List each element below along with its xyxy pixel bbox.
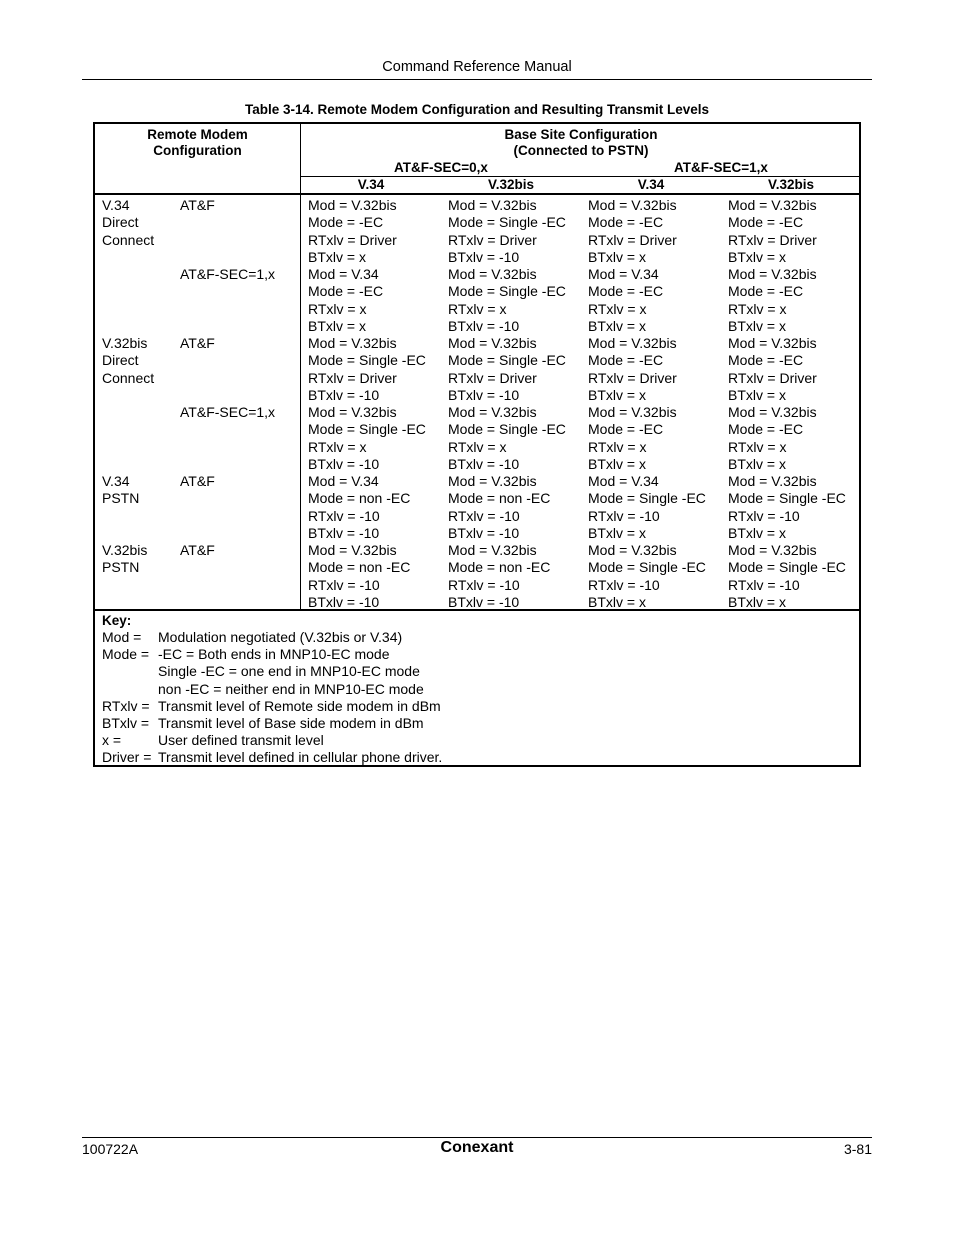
remote-config-label: V.34: [102, 197, 130, 213]
key-title: Key:: [102, 613, 132, 628]
setting-label: AT&F-SEC=1,x: [180, 404, 276, 420]
result-cell: Mode = Single -EC: [728, 559, 846, 576]
key-definition: Transmit level of Remote side modem in dBm: [158, 697, 441, 714]
key-term: RTxlv =: [102, 697, 150, 714]
setting-label: AT&F: [180, 542, 215, 558]
result-cell: BTxlv = x: [728, 317, 786, 334]
page-number: 3-81: [843, 1141, 872, 1157]
result-cell: RTxlv = -10: [448, 507, 520, 524]
result-cell: Mode = Single -EC: [448, 352, 566, 369]
result-cell: RTxlv = Driver: [448, 369, 537, 386]
head-group-sec1: AT&F-SEC=1,x: [674, 160, 768, 175]
result-cell: BTxlv = x: [308, 317, 366, 334]
result-cell: Mode = Single -EC: [588, 559, 706, 576]
result-cell: Mode = Single -EC: [448, 421, 566, 438]
remote-config-label: Direct: [102, 214, 139, 231]
result-cell: Mod = V.32bis: [448, 266, 537, 282]
result-cell: Mod = V.32bis: [308, 335, 397, 351]
key-term: Driver =: [102, 749, 152, 766]
head-group-sec0: AT&F-SEC=0,x: [394, 160, 488, 175]
remote-config-label: Connect: [102, 231, 155, 248]
result-cell: Mode = Single -EC: [588, 490, 706, 507]
result-cell: Mode = Single -EC: [728, 490, 846, 507]
remote-config-label: Connect: [102, 369, 155, 386]
result-cell: Mod = V.32bis: [728, 542, 817, 558]
result-cell: Mode = Single -EC: [308, 352, 426, 369]
remote-config-label: V.34: [102, 473, 130, 489]
result-cell: BTxlv = x: [728, 455, 786, 472]
key-definition: Single -EC = one end in MNP10-EC mode: [158, 663, 420, 680]
result-cell: RTxlv = -10: [728, 576, 800, 593]
key-term: BTxlv =: [102, 715, 150, 731]
result-cell: Mod = V.34: [308, 473, 379, 489]
result-cell: Mode = -EC: [588, 352, 664, 369]
result-cell: Mode = non -EC: [308, 490, 411, 507]
head-remote-line2: Configuration: [153, 143, 242, 158]
result-cell: Mod = V.34: [588, 473, 659, 489]
head-base-line1: Base Site Configuration: [504, 127, 658, 142]
result-cell: BTxlv = -10: [448, 593, 520, 610]
remote-config-label: V.32bis: [102, 335, 148, 351]
result-cell: RTxlv = x: [728, 438, 787, 455]
result-cell: RTxlv = x: [308, 438, 367, 455]
result-cell: Mode = non -EC: [448, 559, 551, 576]
result-cell: BTxlv = -10: [308, 386, 380, 403]
result-cell: RTxlv = x: [308, 300, 367, 317]
result-cell: Mode = -EC: [308, 214, 384, 231]
header-rule-bottom: [95, 193, 861, 195]
result-cell: RTxlv = x: [588, 300, 647, 317]
result-cell: Mode = -EC: [588, 283, 664, 300]
result-cell: BTxlv = x: [588, 524, 646, 541]
result-cell: BTxlv = x: [588, 386, 646, 403]
result-cell: BTxlv = -10: [308, 593, 380, 610]
result-cell: RTxlv = -10: [308, 507, 380, 524]
result-cell: BTxlv = -10: [448, 455, 520, 472]
key-definition: Modulation negotiated (V.32bis or V.34): [158, 629, 403, 645]
running-header: Command Reference Manual: [382, 59, 572, 75]
result-cell: RTxlv = Driver: [448, 231, 537, 248]
result-cell: BTxlv = -10: [448, 317, 520, 334]
result-cell: Mod = V.32bis: [448, 404, 537, 420]
remote-config-label: Direct: [102, 352, 139, 369]
result-cell: RTxlv = -10: [448, 576, 520, 593]
result-cell: Mod = V.32bis: [728, 266, 817, 282]
key-definition: non -EC = neither end in MNP10-EC mode: [158, 680, 424, 697]
setting-label: AT&F: [180, 335, 215, 351]
key-definition: Transmit level defined in cellular phone driver.: [158, 749, 443, 766]
result-cell: BTxlv = x: [588, 317, 646, 334]
footer-rule: [82, 1137, 872, 1138]
result-cell: BTxlv = -10: [308, 524, 380, 541]
result-cell: BTxlv = x: [588, 593, 646, 610]
result-cell: BTxlv = -10: [448, 524, 520, 541]
result-cell: Mode = -EC: [728, 352, 804, 369]
result-cell: RTxlv = x: [728, 300, 787, 317]
remote-config-label: PSTN: [102, 490, 140, 507]
result-cell: RTxlv = Driver: [588, 369, 677, 386]
result-cell: Mode = -EC: [588, 214, 664, 231]
result-cell: Mode = non -EC: [448, 490, 551, 507]
result-cell: Mod = V.32bis: [728, 197, 817, 213]
result-cell: Mod = V.34: [588, 266, 659, 282]
remote-config-label: V.32bis: [102, 542, 148, 558]
result-cell: BTxlv = x: [728, 386, 786, 403]
result-cell: BTxlv = -10: [448, 248, 520, 265]
result-cell: Mode = -EC: [588, 421, 664, 438]
setting-label: AT&F-SEC=1,x: [180, 266, 276, 282]
result-cell: BTxlv = x: [728, 593, 786, 610]
result-cell: Mod = V.32bis: [448, 335, 537, 351]
head-col-v32bis-b: V.32bis: [767, 177, 815, 192]
key-term: x =: [102, 732, 122, 749]
key-definition: Transmit level of Base side modem in dBm: [158, 715, 424, 731]
result-cell: RTxlv = -10: [728, 507, 800, 524]
doc-number: 100722A: [82, 1141, 139, 1157]
result-cell: BTxlv = x: [728, 524, 786, 541]
result-cell: RTxlv = x: [448, 300, 507, 317]
result-cell: Mode = -EC: [728, 283, 804, 300]
result-cell: Mode = Single -EC: [448, 283, 566, 300]
result-cell: BTxlv = -10: [448, 386, 520, 403]
result-cell: BTxlv = x: [588, 455, 646, 472]
result-cell: Mod = V.32bis: [728, 404, 817, 420]
key-term: Mode =: [102, 646, 150, 663]
result-cell: Mod = V.32bis: [448, 542, 537, 558]
config-table: [93, 122, 861, 767]
head-col-v32bis-a: V.32bis: [487, 177, 535, 192]
key-definition: User defined transmit level: [158, 732, 324, 749]
key-term: Mod =: [102, 629, 142, 645]
result-cell: Mod = V.32bis: [588, 197, 677, 213]
result-cell: Mode = -EC: [728, 421, 804, 438]
result-cell: RTxlv = x: [448, 438, 507, 455]
result-cell: RTxlv = x: [588, 438, 647, 455]
head-col-v34-b: V.34: [637, 177, 665, 192]
result-cell: Mode = -EC: [308, 283, 384, 300]
result-cell: BTxlv = x: [728, 248, 786, 265]
result-cell: Mod = V.32bis: [588, 404, 677, 420]
result-cell: BTxlv = x: [588, 248, 646, 265]
header-rule: [82, 79, 872, 80]
result-cell: RTxlv = Driver: [588, 231, 677, 248]
result-cell: RTxlv = Driver: [728, 231, 817, 248]
company-name: Conexant: [440, 1139, 514, 1156]
head-remote-line1: Remote Modem: [147, 127, 248, 142]
column-divider: [300, 124, 301, 609]
result-cell: RTxlv = -10: [588, 507, 660, 524]
table-caption: Table 3-14. Remote Modem Configuration and Resulting Transmit Levels: [244, 102, 710, 117]
result-cell: Mod = V.32bis: [308, 542, 397, 558]
result-cell: Mod = V.32bis: [728, 335, 817, 351]
result-cell: BTxlv = -10: [308, 455, 380, 472]
key-definition: -EC = Both ends in MNP10-EC mode: [158, 646, 390, 663]
result-cell: Mod = V.32bis: [728, 473, 817, 489]
result-cell: Mode = -EC: [728, 214, 804, 231]
result-cell: RTxlv = Driver: [728, 369, 817, 386]
setting-label: AT&F: [180, 473, 215, 489]
result-cell: Mod = V.32bis: [588, 335, 677, 351]
result-cell: Mod = V.34: [308, 266, 379, 282]
result-cell: Mode = non -EC: [308, 559, 411, 576]
result-cell: RTxlv = -10: [588, 576, 660, 593]
result-cell: RTxlv = -10: [308, 576, 380, 593]
result-cell: Mod = V.32bis: [308, 404, 397, 420]
result-cell: BTxlv = x: [308, 248, 366, 265]
result-cell: Mode = Single -EC: [448, 214, 566, 231]
head-col-v34-a: V.34: [357, 177, 385, 192]
head-base-line2: (Connected to PSTN): [513, 143, 649, 158]
result-cell: RTxlv = Driver: [308, 231, 397, 248]
result-cell: Mode = Single -EC: [308, 421, 426, 438]
result-cell: Mod = V.32bis: [308, 197, 397, 213]
result-cell: Mod = V.32bis: [448, 197, 537, 213]
result-cell: Mod = V.32bis: [588, 542, 677, 558]
result-cell: Mod = V.32bis: [448, 473, 537, 489]
setting-label: AT&F: [180, 197, 215, 213]
result-cell: RTxlv = Driver: [308, 369, 397, 386]
remote-config-label: PSTN: [102, 559, 140, 576]
